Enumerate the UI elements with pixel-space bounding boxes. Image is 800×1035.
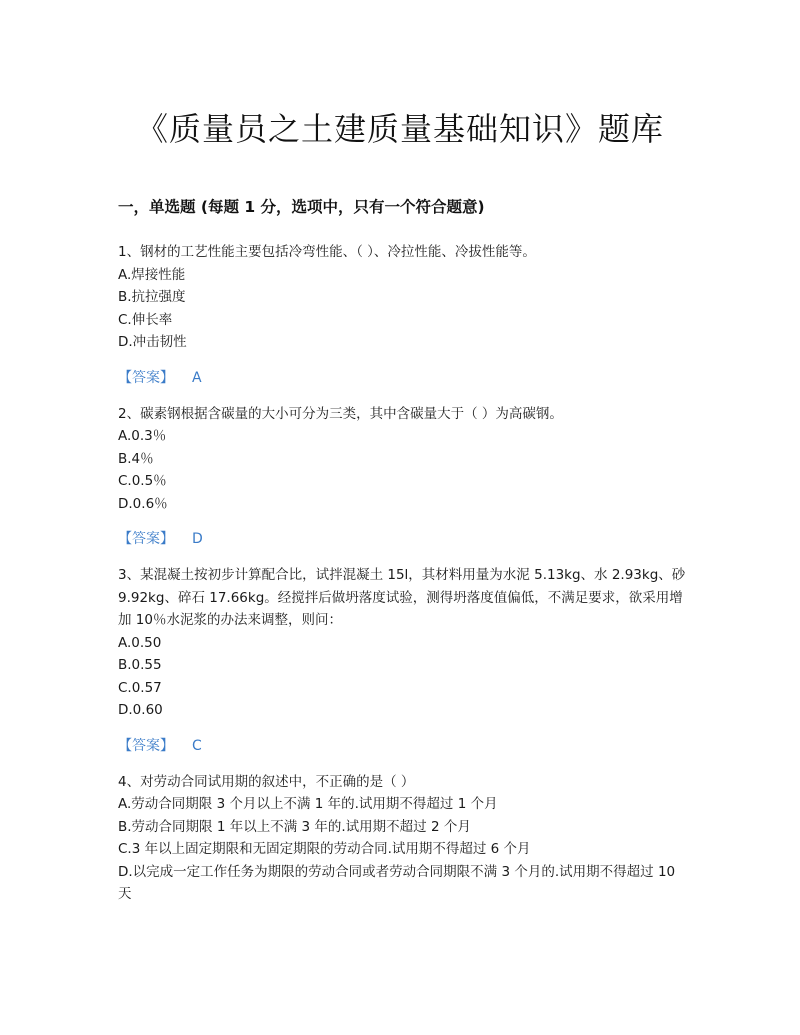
option-d: D.冲击韧性 — [118, 334, 187, 350]
question-2 — [118, 403, 688, 551]
option-d: D.以完成一定工作任务为期限的劳动合同或者劳动合同期限不满 3 个月的.试用期不得超过 10 天 — [118, 863, 676, 902]
answer-value: D — [192, 531, 203, 547]
option-b: B.抗拉强度 — [118, 289, 186, 305]
answer-value: A — [192, 369, 202, 386]
option-c: C.0.5％ — [118, 473, 167, 489]
answer-label: 【答案】 — [118, 369, 174, 386]
answer-label: 【答案】 — [118, 737, 174, 754]
question-stem: 3、某混凝土按初步计算配合比，试拌混凝土 15l，其材料用量为水泥 5.13kg、水 2.93kg、砂 9.92kg、碎石 17.66kg。经搅拌后做坍落度试验，测得坍落度值偏低，不满足要求，欲采用增加 10％水泥浆的办法来调整，则问： — [118, 567, 686, 628]
answer-row — [118, 528, 688, 550]
question-3 — [118, 564, 688, 757]
option-b: B.0.55 — [118, 657, 162, 673]
option-b: B.4％ — [118, 450, 154, 467]
option-a: A.焊接性能 — [118, 266, 186, 283]
answer-value: C — [192, 737, 202, 754]
question-list — [118, 241, 688, 906]
option-c: C.3 年以上固定期限和无固定期限的劳动合同.试用期不得超过 6 个月 — [118, 841, 531, 857]
question-stem: 2、碳素钢根据含碳量的大小可分为三类，其中含碳量大于（ ）为高碳钢。 — [118, 405, 563, 422]
option-b: B.劳动合同期限 1 年以上不满 3 年的.试用期不超过 2 个月 — [118, 818, 471, 835]
question-1 — [118, 241, 688, 389]
section-heading: 一，单选题 (每题 1 分，选项中，只有一个符合题意) — [118, 198, 485, 216]
option-d: D.0.6％ — [118, 495, 168, 512]
option-d: D.0.60 — [118, 702, 163, 718]
question-stem: 1、钢材的工艺性能主要包括冷弯性能、（ ）、冷拉性能、冷拔性能等。 — [118, 244, 536, 260]
option-c: C.伸长率 — [118, 311, 173, 328]
answer-row — [118, 367, 688, 389]
option-a: A.劳动合同期限 3 个月以上不满 1 年的.试用期不得超过 1 个月 — [118, 796, 498, 812]
question-stem: 4、对劳动合同试用期的叙述中，不正确的是（ ） — [118, 773, 415, 790]
option-a: A.0.50 — [118, 634, 162, 651]
option-c: C.0.57 — [118, 679, 162, 696]
answer-label: 【答案】 — [118, 531, 174, 547]
question-4 — [118, 771, 688, 906]
document-title: 《质量员之土建质量基础知识》题库 — [135, 110, 664, 148]
answer-row — [118, 735, 688, 757]
option-a: A.0.3％ — [118, 428, 167, 444]
